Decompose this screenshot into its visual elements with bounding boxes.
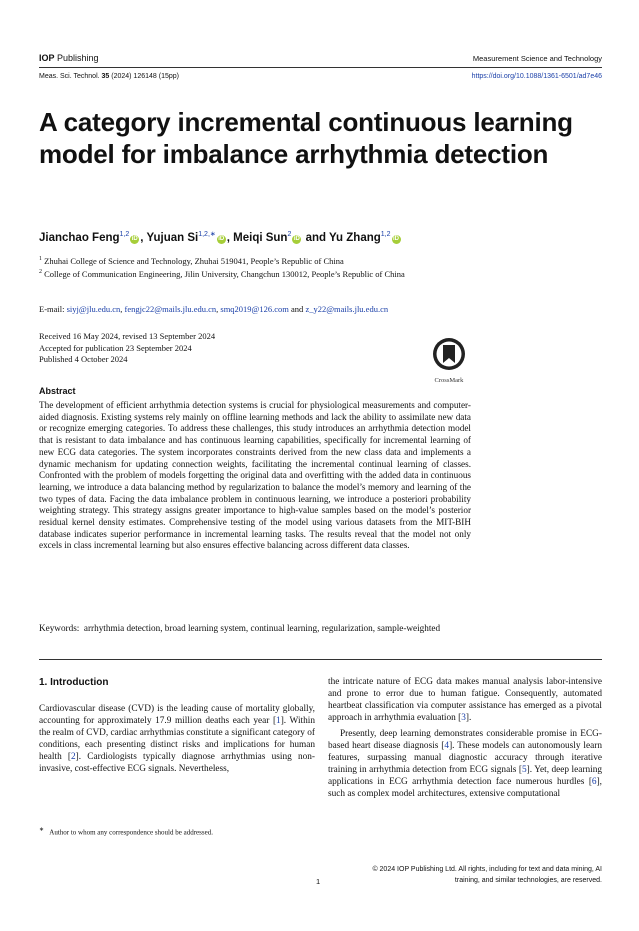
section-rule (39, 659, 602, 660)
publisher-name: IOP Publishing (39, 53, 99, 63)
orcid-icon[interactable]: iD (393, 235, 399, 242)
author-name: Jianchao Feng (39, 231, 120, 244)
reference-link[interactable]: 4 (444, 741, 450, 751)
affiliation-2: $^2$ College of Communication Engineering, Jilin University, Changchun 130012, People’s Republic of China (39, 269, 405, 280)
copyright-notice: © 2024 IOP Publishing Ltd. All rights, including for text and data mining, AI training, and similar technologies, are reserved. (372, 866, 602, 884)
paragraph: the intricate nature of ECG data makes manual analysis labor-intensive and prone to error due to human fatigue. Consequently, automated heartbeat classification via computer assistance has emerged as a pivotal approach in arrhythmia evaluation [3]. (328, 677, 602, 723)
publication-dates (39, 331, 215, 366)
header-rule (39, 67, 602, 68)
orcid-icon[interactable]: iD (218, 235, 225, 242)
crossmark-icon (432, 337, 466, 371)
published-date: Published 4 October 2024 (39, 354, 128, 364)
email-link[interactable]: smq2019@126.com (220, 304, 289, 314)
author-affil-sup[interactable]: 1,2 (380, 231, 391, 238)
author-name: Yu Zhang (329, 231, 381, 244)
body-column-right (328, 676, 602, 804)
email-link[interactable]: fengjc22@mails.jlu.edu.cn (124, 304, 217, 314)
keywords (39, 623, 471, 635)
affiliations (39, 254, 469, 281)
author-affil-sup[interactable]: 1,2,∗ (198, 231, 216, 238)
page-number: 1 (316, 877, 321, 886)
crossmark-badge[interactable] (427, 337, 471, 384)
keywords-text: arrhythmia detection, broad learning system, continual learning, regularization, sample-weighted (83, 623, 441, 633)
abstract-text: The development of efficient arrhythmia detection systems is crucial for physiological measurements and computer-aided diagnosis. Existing systems rely mainly on offline learning methods and lack the ability to assimilate new data or recognize emerging categories. To address these challenges, this study introduces an arrhythmia detection model that is resistant to data imbalance and has continuous learning capabilities, specifically for incremental learning of new ECG data categories. The system incorporates constraints derived from the new class data and implements a dynamic mechanism for updating connection weights, facilitating the incremental continual learning of classes. Confronted with the problem of models forgetting the original data and overfitting with the added data in continuous learning, we introduce a data balancing method by regularization to balance the model’s memory and learning of the two types of data. Facing the data imbalance problem in continuous learning, we introduce a posteriori probability weighting strategy. This strategy assigns greater importance to high-value samples based on the model’s posterior residual kernel density estimates. Comprehensive testing of the model using various datasets from the MIT-BIH database indicates superior performance in incremental learning tasks. The results reveal that the model not only excels in class incremental learning but also ensures effective balancing across different data classes. (39, 400, 471, 551)
orcid-icon[interactable]: iD (293, 235, 300, 242)
author-affil-sup[interactable]: 2 (287, 231, 292, 238)
reference-link[interactable]: 2 (71, 752, 76, 762)
author-affil-sup[interactable]: 1,2 (119, 231, 130, 238)
email-link[interactable]: z_y22@mails.jlu.edu.cn (305, 304, 389, 314)
author-name: Yujuan Si (146, 231, 199, 244)
reference-link[interactable]: 1 (276, 716, 281, 726)
journal-name: Measurement Science and Technology (472, 54, 602, 63)
paper-title: A category incremental continuous learning model for imbalance arrhythmia detection (39, 107, 573, 169)
crossmark-label: CrossMark (434, 377, 464, 384)
reference-link[interactable]: 5 (521, 765, 527, 775)
body-column-left (39, 703, 315, 779)
citation: Meas. Sci. Technol. 35 (2024) 126148 (15pp) (39, 73, 179, 80)
doi-link[interactable]: https://doi.org/10.1088/1361-6501/ad7e46 (471, 73, 602, 80)
affiliation-1: $^1$ Zhuhai College of Science and Technology, Zhuhai 519041, People’s Republic of China (39, 255, 344, 266)
orcid-icon[interactable]: iD (131, 235, 138, 242)
section-title: 1. Introduction (39, 677, 109, 688)
footnote: ∗ Author to whom any correspondence should be addressed. (39, 827, 213, 837)
keywords-label: Keywords: (39, 623, 80, 633)
paragraph: Cardiovascular disease (CVD) is the leading cause of mortality globally, accounting for approximately 17.9 million deaths each year [1]. Within the realm of CVD, cardiac arrhythmias constitute a significant category of conditions, each presenting distinct risks and implications for human health [2]. Cardiologists typically diagnose arrhythmias using non-invasive, cost-effective ECG signals. Nevertheless, (39, 704, 316, 774)
author-list: Jianchao Feng$^{1,2}$iD , Yujuan $Si^{1,2,∗}iD$ , Meiqi Sun$^2$iD and Yu Zhang$^{1,2}$iD (39, 231, 399, 244)
abstract-heading: Abstract (39, 386, 76, 396)
paragraph: Presently, deep learning demonstrates considerable promise in ECG-based heart disease diagnosis [4]. These models can autonomously learn features, surpassing manual diagnostic accuracy through iterative training in arrhythmia detection from ECG signals [5]. Yet, deep learning applications in ECG arrhythmia detection face numerous hurdles [6], such as complex model architectures, extensive computational (328, 729, 603, 799)
reference-link[interactable]: 6 (591, 777, 597, 787)
author-name: Meiqi Sun (233, 231, 288, 244)
reference-link[interactable]: 3 (461, 713, 466, 723)
email-link[interactable]: siyj@jlu.edu.cn (66, 304, 121, 314)
received-date: Received 16 May 2024, revised 13 September 2024 (39, 331, 216, 341)
email-line: E-mail: siyj@jlu.edu.cn, fengjc22@mails.jlu.edu.cn, smq2019@126.com and z_y22@mails.jlu.edu.cn (39, 304, 389, 314)
accepted-date: Accepted for publication 23 September 2024 (39, 342, 192, 353)
